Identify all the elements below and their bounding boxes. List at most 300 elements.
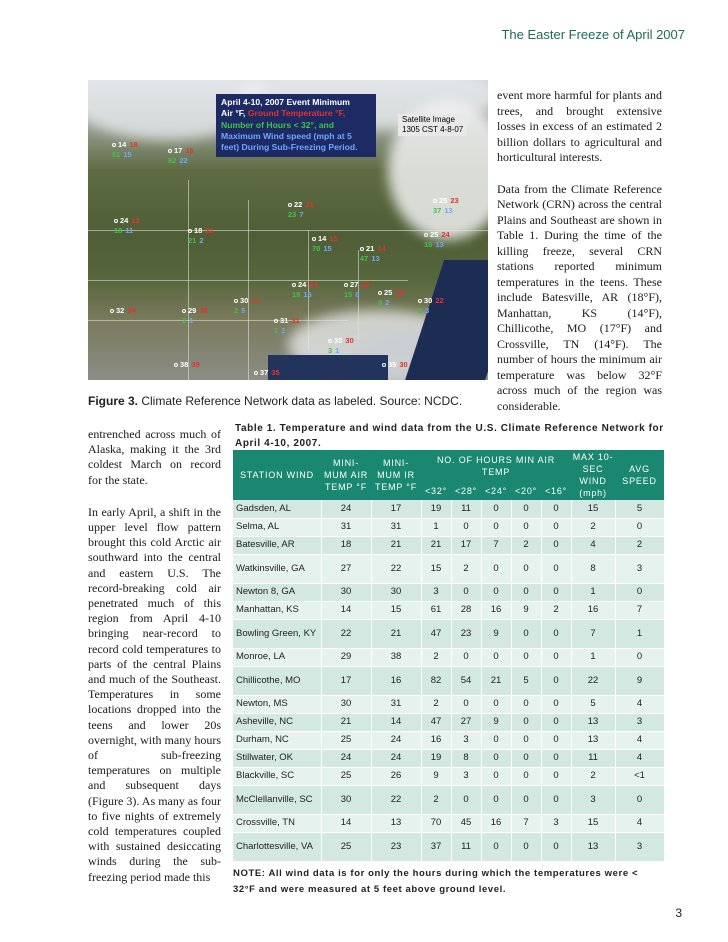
table-cell-air: 24 <box>321 500 371 518</box>
station-hours: 1 <box>274 325 279 335</box>
station-name-cell: Stillwater, OK <box>233 749 321 767</box>
table-title: Table 1. Temperature and wind data from the U.S. Climate Reference Network for April 4-10, 2007. <box>235 423 664 449</box>
table-cell-ir: 17 <box>371 500 421 518</box>
table-cell-avg: 9 <box>615 666 664 695</box>
station-ground-temp: 31 <box>251 296 260 305</box>
table-cell-avg: 3 <box>615 832 664 861</box>
legend-line: Ground Temperature °F, <box>247 108 346 119</box>
table-cell-h24: 9 <box>481 619 511 648</box>
table-cell-ir: 16 <box>371 666 421 695</box>
table-cell-h32: 47 <box>421 619 451 648</box>
station-wind: 1 <box>189 315 194 325</box>
table-cell-h20: 0 <box>511 785 541 814</box>
table-row <box>233 518 664 536</box>
table-cell-avg: 5 <box>615 500 664 518</box>
station-dot <box>182 309 186 313</box>
table-row <box>233 619 664 648</box>
table-cell-max: 13 <box>571 713 615 731</box>
table-cell-h24: 16 <box>481 601 511 619</box>
header-hours-lt28: <28° <box>451 483 481 501</box>
station-min-air: 18 <box>194 226 203 235</box>
station-wind: 11 <box>125 225 134 235</box>
table-cell-ir: 31 <box>371 518 421 536</box>
table-cell-h24: 21 <box>481 666 511 695</box>
table-cell-h28: 17 <box>451 536 481 554</box>
table-cell-h28: 0 <box>451 583 481 601</box>
header-hours-lt32: <32° <box>421 483 451 501</box>
page-number: 3 <box>675 906 682 920</box>
station-wind: 8 <box>355 289 360 299</box>
table-cell-h32: 16 <box>421 731 451 749</box>
station-marker <box>312 234 338 254</box>
table-cell-avg: 4 <box>615 695 664 713</box>
table-cell-air: 22 <box>321 619 371 648</box>
station-ground-temp: 22 <box>435 296 444 305</box>
station-hours: 23 <box>288 209 297 219</box>
station-ground-temp: 14 <box>377 244 386 253</box>
station-marker <box>234 296 260 316</box>
table-cell-h24: 0 <box>481 731 511 749</box>
figure-caption <box>88 394 462 408</box>
table-cell-avg: 0 <box>615 785 664 814</box>
table-cell-h16: 2 <box>541 601 571 619</box>
station-hours: 21 <box>188 235 197 245</box>
station-ground-temp: 34 <box>127 306 136 315</box>
table-cell-h32: 82 <box>421 666 451 695</box>
station-wind: 13 <box>435 239 444 249</box>
station-marker <box>344 280 370 300</box>
station-dot <box>382 363 386 367</box>
station-name-cell: Durham, NC <box>233 731 321 749</box>
station-ground-temp: 30 <box>399 360 408 369</box>
station-ground-temp: 26 <box>395 288 404 297</box>
station-min-air: 27 <box>350 280 359 289</box>
table-cell-h16: 0 <box>541 583 571 601</box>
station-name-cell: Newton, MS <box>233 695 321 713</box>
station-min-air: 14 <box>318 234 327 243</box>
station-dot <box>328 339 332 343</box>
satellite-label-line: Satellite Image <box>402 115 455 124</box>
table-cell-ir: 21 <box>371 619 421 648</box>
crn-data-table <box>233 450 665 862</box>
table-cell-h16: 0 <box>541 500 571 518</box>
station-min-air: 25 <box>439 196 448 205</box>
station-ground-temp: 18 <box>129 140 138 149</box>
table-cell-h32: 9 <box>421 767 451 785</box>
table-cell-avg: 0 <box>615 583 664 601</box>
station-ground-temp: 22 <box>361 280 370 289</box>
station-ground-temp: 35 <box>271 368 280 377</box>
table-row <box>233 648 664 666</box>
table-cell-h24: 0 <box>481 832 511 861</box>
table-cell-h24: 0 <box>481 554 511 583</box>
satellite-map-figure <box>88 80 488 380</box>
table-cell-max: 15 <box>571 814 615 832</box>
table-cell-h32: 70 <box>421 814 451 832</box>
table-cell-h32: 19 <box>421 500 451 518</box>
station-wind: 5 <box>241 305 246 315</box>
header-hours-group: NO. OF HOURS MIN AIR TEMP <box>421 450 571 483</box>
table-cell-h16: 0 <box>541 695 571 713</box>
header-min-air-temp: MINI-MUM AIR TEMP °F <box>321 450 371 500</box>
table-cell-h20: 9 <box>511 601 541 619</box>
station-min-air: 30 <box>240 296 249 305</box>
table-cell-h28: 23 <box>451 619 481 648</box>
table-cell-h16: 0 <box>541 767 571 785</box>
station-dot <box>378 291 382 295</box>
station-marker <box>110 306 136 316</box>
body-paragraph: entrenched across much of Alaska, making it the 3rd coldest March on record for the state. <box>88 427 221 487</box>
table-cell-air: 30 <box>321 695 371 713</box>
figure-caption-text: Climate Reference Network data as labeled. Source: NCDC. <box>138 394 463 408</box>
station-min-air: 17 <box>174 146 183 155</box>
station-wind: 1 <box>335 345 340 355</box>
station-hours: 2 <box>418 305 423 315</box>
table-cell-air: 25 <box>321 832 371 861</box>
table-cell-h24: 0 <box>481 583 511 601</box>
table-cell-h32: 21 <box>421 536 451 554</box>
table-row <box>233 583 664 601</box>
station-hours: 16 <box>424 239 433 249</box>
table-cell-avg: 4 <box>615 731 664 749</box>
table-cell-max: 2 <box>571 518 615 536</box>
station-name-cell: Newton 8, GA <box>233 583 321 601</box>
station-hours: 15 <box>344 289 353 299</box>
table-cell-air: 31 <box>321 518 371 536</box>
table-cell-max: 4 <box>571 536 615 554</box>
table-cell-h24: 9 <box>481 713 511 731</box>
station-dot <box>288 203 292 207</box>
table-cell-h32: 2 <box>421 695 451 713</box>
table-cell-h28: 54 <box>451 666 481 695</box>
table-cell-h28: 0 <box>451 785 481 814</box>
station-ground-temp: 23 <box>450 196 459 205</box>
station-name-cell: Blackville, SC <box>233 767 321 785</box>
table-cell-h20: 0 <box>511 500 541 518</box>
table-cell-ir: 15 <box>371 601 421 619</box>
table-note: NOTE: All wind data is for only the hours during which the temperatures were < 32°F and were measured at 5 feet above ground level. <box>233 868 639 895</box>
table-cell-h16: 0 <box>541 785 571 814</box>
table-row <box>233 601 664 619</box>
table-cell-air: 21 <box>321 713 371 731</box>
table-body <box>233 500 664 861</box>
station-min-air: 30 <box>334 336 343 345</box>
station-hours: 19 <box>292 289 301 299</box>
table-row <box>233 731 664 749</box>
table-cell-h20: 7 <box>511 814 541 832</box>
station-ground-temp: 39 <box>191 360 200 369</box>
table-cell-avg: 3 <box>615 713 664 731</box>
table-cell-air: 25 <box>321 731 371 749</box>
station-dot <box>344 283 348 287</box>
table-cell-h24: 0 <box>481 785 511 814</box>
table-cell-h20: 0 <box>511 554 541 583</box>
station-name-cell: Batesville, AR <box>233 536 321 554</box>
station-dot <box>312 237 316 241</box>
legend-line: Air °F, <box>221 108 248 119</box>
table-cell-ir: 22 <box>371 785 421 814</box>
station-ground-temp: 21 <box>305 200 314 209</box>
right-column-text <box>497 88 662 414</box>
station-min-air: 29 <box>188 306 197 315</box>
table-cell-max: 11 <box>571 749 615 767</box>
table-cell-h28: 27 <box>451 713 481 731</box>
station-marker <box>292 280 318 300</box>
station-name-cell: Watkinsville, GA <box>233 554 321 583</box>
station-ground-temp: 24 <box>441 230 450 239</box>
table-row <box>233 554 664 583</box>
station-ground-temp: 38 <box>199 306 208 315</box>
state-border <box>88 320 348 321</box>
station-name-cell: Chillicothe, MO <box>233 666 321 695</box>
table-cell-air: 29 <box>321 648 371 666</box>
table-cell-avg: 4 <box>615 814 664 832</box>
station-min-air: 32 <box>116 306 125 315</box>
table-cell-ir: 13 <box>371 814 421 832</box>
table-cell-h24: 0 <box>481 767 511 785</box>
map-legend <box>216 94 376 157</box>
table-cell-air: 25 <box>321 767 371 785</box>
station-min-air: 24 <box>120 216 129 225</box>
station-ground-temp: 31 <box>291 316 300 325</box>
table-cell-ir: 24 <box>371 731 421 749</box>
station-dot <box>112 143 116 147</box>
station-ground-temp: 24 <box>309 280 318 289</box>
table-row <box>233 536 664 554</box>
table-cell-air: 24 <box>321 749 371 767</box>
table-cell-h32: 2 <box>421 785 451 814</box>
table-cell-h28: 2 <box>451 554 481 583</box>
table-row <box>233 832 664 861</box>
station-dot <box>360 247 364 251</box>
table-cell-air: 14 <box>321 814 371 832</box>
table-row <box>233 666 664 695</box>
table-cell-max: 3 <box>571 785 615 814</box>
station-name-cell: Asheville, NC <box>233 713 321 731</box>
table-cell-h28: 11 <box>451 832 481 861</box>
station-hours: 9 <box>378 297 383 307</box>
station-hours: 70 <box>312 243 321 253</box>
station-marker <box>378 288 404 308</box>
station-ground-temp: 13 <box>131 216 140 225</box>
station-marker <box>328 336 354 356</box>
table-cell-h32: 15 <box>421 554 451 583</box>
table-cell-h20: 0 <box>511 619 541 648</box>
table-cell-max: 13 <box>571 731 615 749</box>
station-marker <box>288 200 314 220</box>
station-marker <box>182 306 208 326</box>
table-cell-air: 17 <box>321 666 371 695</box>
table-cell-air: 27 <box>321 554 371 583</box>
figure-caption-label: Figure 3. <box>88 394 139 408</box>
table-cell-air: 30 <box>321 785 371 814</box>
station-marker <box>174 360 200 370</box>
table-row <box>233 767 664 785</box>
table-cell-max: 15 <box>571 500 615 518</box>
station-min-air: 31 <box>280 316 289 325</box>
table-cell-h16: 0 <box>541 536 571 554</box>
station-marker <box>112 140 138 160</box>
table-cell-ir: 38 <box>371 648 421 666</box>
table-cell-ir: 30 <box>371 583 421 601</box>
table-cell-h16: 0 <box>541 832 571 861</box>
table-cell-max: 13 <box>571 832 615 861</box>
table-cell-ir: 24 <box>371 749 421 767</box>
station-dot <box>254 371 258 375</box>
table-cell-air: 14 <box>321 601 371 619</box>
table-cell-h16: 0 <box>541 749 571 767</box>
table-cell-avg: 3 <box>615 554 664 583</box>
station-name-cell: Bowling Green, KY <box>233 619 321 648</box>
station-hours: 37 <box>433 205 442 215</box>
station-dot <box>274 319 278 323</box>
station-name-cell: Selma, AL <box>233 518 321 536</box>
table-cell-h28: 3 <box>451 767 481 785</box>
station-wind: 7 <box>299 209 304 219</box>
station-dot <box>424 233 428 237</box>
station-name-cell: Gadsden, AL <box>233 500 321 518</box>
table-cell-max: 7 <box>571 619 615 648</box>
table-cell-h24: 0 <box>481 695 511 713</box>
station-wind: 2 <box>199 235 204 245</box>
station-hours: 82 <box>168 155 177 165</box>
table-cell-h20: 0 <box>511 731 541 749</box>
state-border <box>188 180 189 380</box>
table-cell-h32: 61 <box>421 601 451 619</box>
station-wind: 13 <box>444 205 453 215</box>
header-hours-lt16: <16° <box>541 483 571 501</box>
table-cell-h20: 0 <box>511 713 541 731</box>
table-cell-max: 2 <box>571 767 615 785</box>
table-cell-h16: 0 <box>541 731 571 749</box>
table-cell-h24: 7 <box>481 536 511 554</box>
station-wind: 2 <box>385 297 390 307</box>
legend-line: feet) During Sub-Freezing Period. <box>221 142 358 153</box>
header-hours-lt24: <24° <box>481 483 511 501</box>
table-cell-h16: 0 <box>541 713 571 731</box>
table-cell-ir: 26 <box>371 767 421 785</box>
table-cell-h24: 16 <box>481 814 511 832</box>
satellite-image-label <box>398 114 467 136</box>
table-cell-h16: 0 <box>541 648 571 666</box>
table-cell-h16: 0 <box>541 554 571 583</box>
station-marker <box>418 296 444 316</box>
station-ground-temp: 21 <box>205 226 214 235</box>
table-cell-h28: 0 <box>451 518 481 536</box>
table-cell-h20: 0 <box>511 695 541 713</box>
table-cell-max: 22 <box>571 666 615 695</box>
header-hours-lt20: <20° <box>511 483 541 501</box>
table-cell-h20: 0 <box>511 583 541 601</box>
station-marker <box>360 244 386 264</box>
table-cell-h28: 45 <box>451 814 481 832</box>
table-row <box>233 749 664 767</box>
station-marker <box>114 216 140 236</box>
table-cell-h16: 0 <box>541 518 571 536</box>
table-row <box>233 713 664 731</box>
station-dot <box>292 283 296 287</box>
table-cell-max: 5 <box>571 695 615 713</box>
state-border <box>248 200 249 380</box>
table-cell-h20: 0 <box>511 767 541 785</box>
table-cell-h28: 3 <box>451 731 481 749</box>
station-dot <box>114 219 118 223</box>
table-cell-h24: 0 <box>481 500 511 518</box>
station-min-air: 38 <box>180 360 189 369</box>
table-cell-h32: 19 <box>421 749 451 767</box>
station-ground-temp: 30 <box>345 336 354 345</box>
table-cell-h32: 37 <box>421 832 451 861</box>
table-cell-h32: 47 <box>421 713 451 731</box>
station-marker <box>254 368 280 378</box>
running-header-title: The Easter Freeze of April 2007 <box>501 27 685 42</box>
table-cell-ir: 23 <box>371 832 421 861</box>
table-cell-ir: 22 <box>371 554 421 583</box>
station-wind: 15 <box>303 289 312 299</box>
station-dot <box>174 363 178 367</box>
station-dot <box>418 299 422 303</box>
station-ground-temp: 15 <box>329 234 338 243</box>
table-cell-h32: 1 <box>421 518 451 536</box>
table-cell-h20: 0 <box>511 832 541 861</box>
table-cell-h32: 2 <box>421 648 451 666</box>
station-min-air: 22 <box>294 200 303 209</box>
table-cell-h28: 8 <box>451 749 481 767</box>
table-cell-h24: 0 <box>481 648 511 666</box>
station-wind: 15 <box>123 149 132 159</box>
station-dot <box>433 199 437 203</box>
station-min-air: 30 <box>424 296 433 305</box>
table-cell-ir: 31 <box>371 695 421 713</box>
table-cell-max: 1 <box>571 648 615 666</box>
station-dot <box>110 309 114 313</box>
station-name-cell: Charlottesville, VA <box>233 832 321 861</box>
table-cell-ir: 21 <box>371 536 421 554</box>
table-cell-avg: 0 <box>615 518 664 536</box>
station-hours: 2 <box>234 305 239 315</box>
table-cell-avg: <1 <box>615 767 664 785</box>
station-name-cell: Crossville, TN <box>233 814 321 832</box>
station-marker <box>382 360 408 370</box>
legend-line: Number of Hours < 32°, and <box>221 119 335 130</box>
table-cell-air: 18 <box>321 536 371 554</box>
station-dot <box>234 299 238 303</box>
station-wind: 15 <box>323 243 332 253</box>
station-dot <box>188 229 192 233</box>
station-hours: 2 <box>182 315 187 325</box>
table-row <box>233 500 664 518</box>
table-cell-h24: 0 <box>481 749 511 767</box>
station-ground-temp: 16 <box>185 146 194 155</box>
station-min-air: 37 <box>260 368 269 377</box>
station-hours: 47 <box>360 253 369 263</box>
station-min-air: 25 <box>384 288 393 297</box>
table-cell-max: 1 <box>571 583 615 601</box>
table-cell-max: 16 <box>571 601 615 619</box>
body-paragraph: event more harmful for plants and trees, and brought extensive losses in excess of an estimated 2 billion dollars to agricultural and horticultural interests. <box>497 88 662 164</box>
table-cell-h20: 0 <box>511 648 541 666</box>
station-min-air: 24 <box>298 280 307 289</box>
station-hours: 18 <box>114 225 123 235</box>
table-cell-h20: 0 <box>511 749 541 767</box>
station-name-cell: Monroe, LA <box>233 648 321 666</box>
table-row <box>233 785 664 814</box>
table-cell-h20: 2 <box>511 536 541 554</box>
station-hours: 3 <box>328 345 333 355</box>
station-wind: 13 <box>371 253 380 263</box>
table-cell-h16: 0 <box>541 619 571 648</box>
body-paragraph: Data from the Climate Reference Network (CRN) across the central Plains and Southeast are shown in Table 1. During the time of the killing freeze, several CRN stations reported minimum temperatures in the teens. These include Batesville, AR (18°F), Manhattan, KS (14°F), Chillicothe, MO (17°F) and Crossville, TN (14°F). The number of hours the minimum air temperature was below 32°F across much of the region was considerable. <box>497 181 662 413</box>
